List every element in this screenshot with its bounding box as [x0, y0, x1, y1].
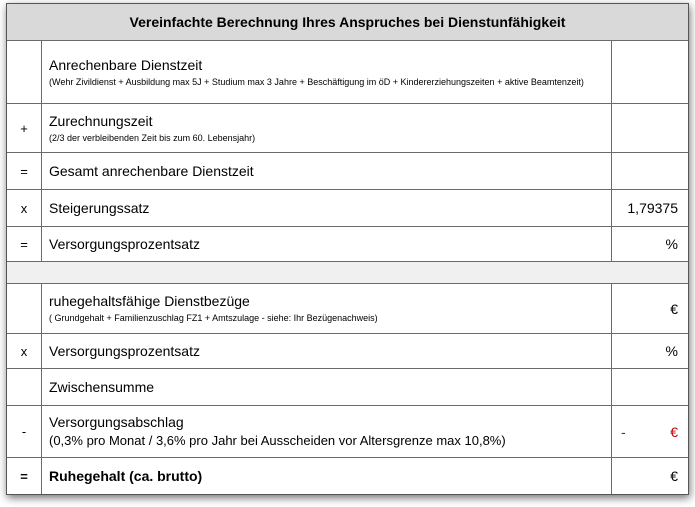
operator-cell: x [7, 334, 42, 368]
description-cell [42, 153, 612, 189]
row-label: Versorgungsprozentsatz [49, 235, 200, 252]
row-zurechnungszeit [7, 104, 688, 153]
row-label: Zwischensumme [49, 378, 155, 395]
description-cell [42, 104, 612, 152]
calculation-table [6, 3, 689, 495]
description-cell [42, 227, 612, 261]
row-label: Versorgungsabschlag [49, 414, 184, 430]
operator-cell: + [7, 104, 42, 152]
spacer-row [7, 262, 688, 284]
row-zwischensumme [7, 369, 688, 406]
row-versorgungsprozentsatz [7, 227, 688, 262]
value-currency: € [670, 423, 678, 440]
value-cell [613, 406, 688, 457]
value-cell [613, 153, 688, 189]
row-anrechenbare-dienstzeit [7, 41, 688, 104]
row-note: (Wehr Zivildienst + Ausbildung max 5J + Studium max 3 Jahre + Beschäftigung im ӧD + Kindererziehungszeiten + aktive Beamtenzeit) [49, 76, 584, 87]
negative-sign: - [621, 423, 626, 440]
operator-cell: x [7, 190, 42, 226]
description-cell [42, 190, 612, 226]
value-cell [613, 104, 688, 152]
description-cell [42, 41, 612, 103]
value-cell: € [670, 300, 678, 317]
description-cell [42, 406, 612, 457]
row-label: Versorgungsprozentsatz [49, 342, 200, 359]
row-label: ruhegehaltsfähige Dienstbezüge [49, 293, 250, 309]
operator-cell [7, 369, 42, 405]
row-label: Anrechenbare Dienstzeit [49, 56, 203, 73]
row-versorgungsabschlag [7, 406, 688, 458]
operator-cell: = [7, 153, 42, 189]
row-note: ( Grundgehalt + Familienzuschlag FZ1 + Amtszulage - siehe: Ihr Bezügenachweis) [49, 313, 378, 323]
row-note: (0,3% pro Monat / 3,6% pro Jahr bei Ausscheiden vor Altersgrenze max 10,8%) [49, 433, 506, 448]
row-label: Gesamt anrechenbare Dienstzeit [49, 162, 254, 179]
row-note: (2/3 der verbleibenden Zeit bis zum 60. Lebensjahr) [49, 132, 256, 143]
description-cell [42, 458, 612, 494]
row-gesamt-dienstzeit [7, 153, 688, 190]
row-label: Steigerungssatz [49, 199, 150, 216]
row-ruhegehaltsfaehige-bezuege [7, 284, 688, 334]
value-cell: 1,79375 [627, 200, 678, 216]
value-cell [613, 369, 688, 405]
operator-cell [7, 284, 42, 333]
row-versorgungsprozentsatz-2 [7, 334, 688, 369]
description-cell [42, 334, 612, 368]
value-cell: € [670, 468, 678, 484]
row-label: Zurechnungszeit [49, 112, 153, 129]
row-label: Ruhegehalt (ca. brutto) [49, 467, 203, 484]
value-cell: % [665, 343, 678, 359]
operator-cell: = [7, 458, 42, 494]
table-title: Vereinfachte Berechnung Ihres Anspruches bei Dienstunfähigkeit [7, 4, 688, 41]
row-steigerungssatz [7, 190, 688, 227]
operator-cell: - [7, 406, 42, 457]
operator-cell [7, 41, 42, 103]
operator-cell: = [7, 227, 42, 261]
description-cell [42, 369, 612, 405]
description-cell [42, 284, 612, 333]
value-cell [613, 41, 688, 103]
value-cell: % [665, 236, 678, 252]
row-ruhegehalt [7, 458, 688, 494]
